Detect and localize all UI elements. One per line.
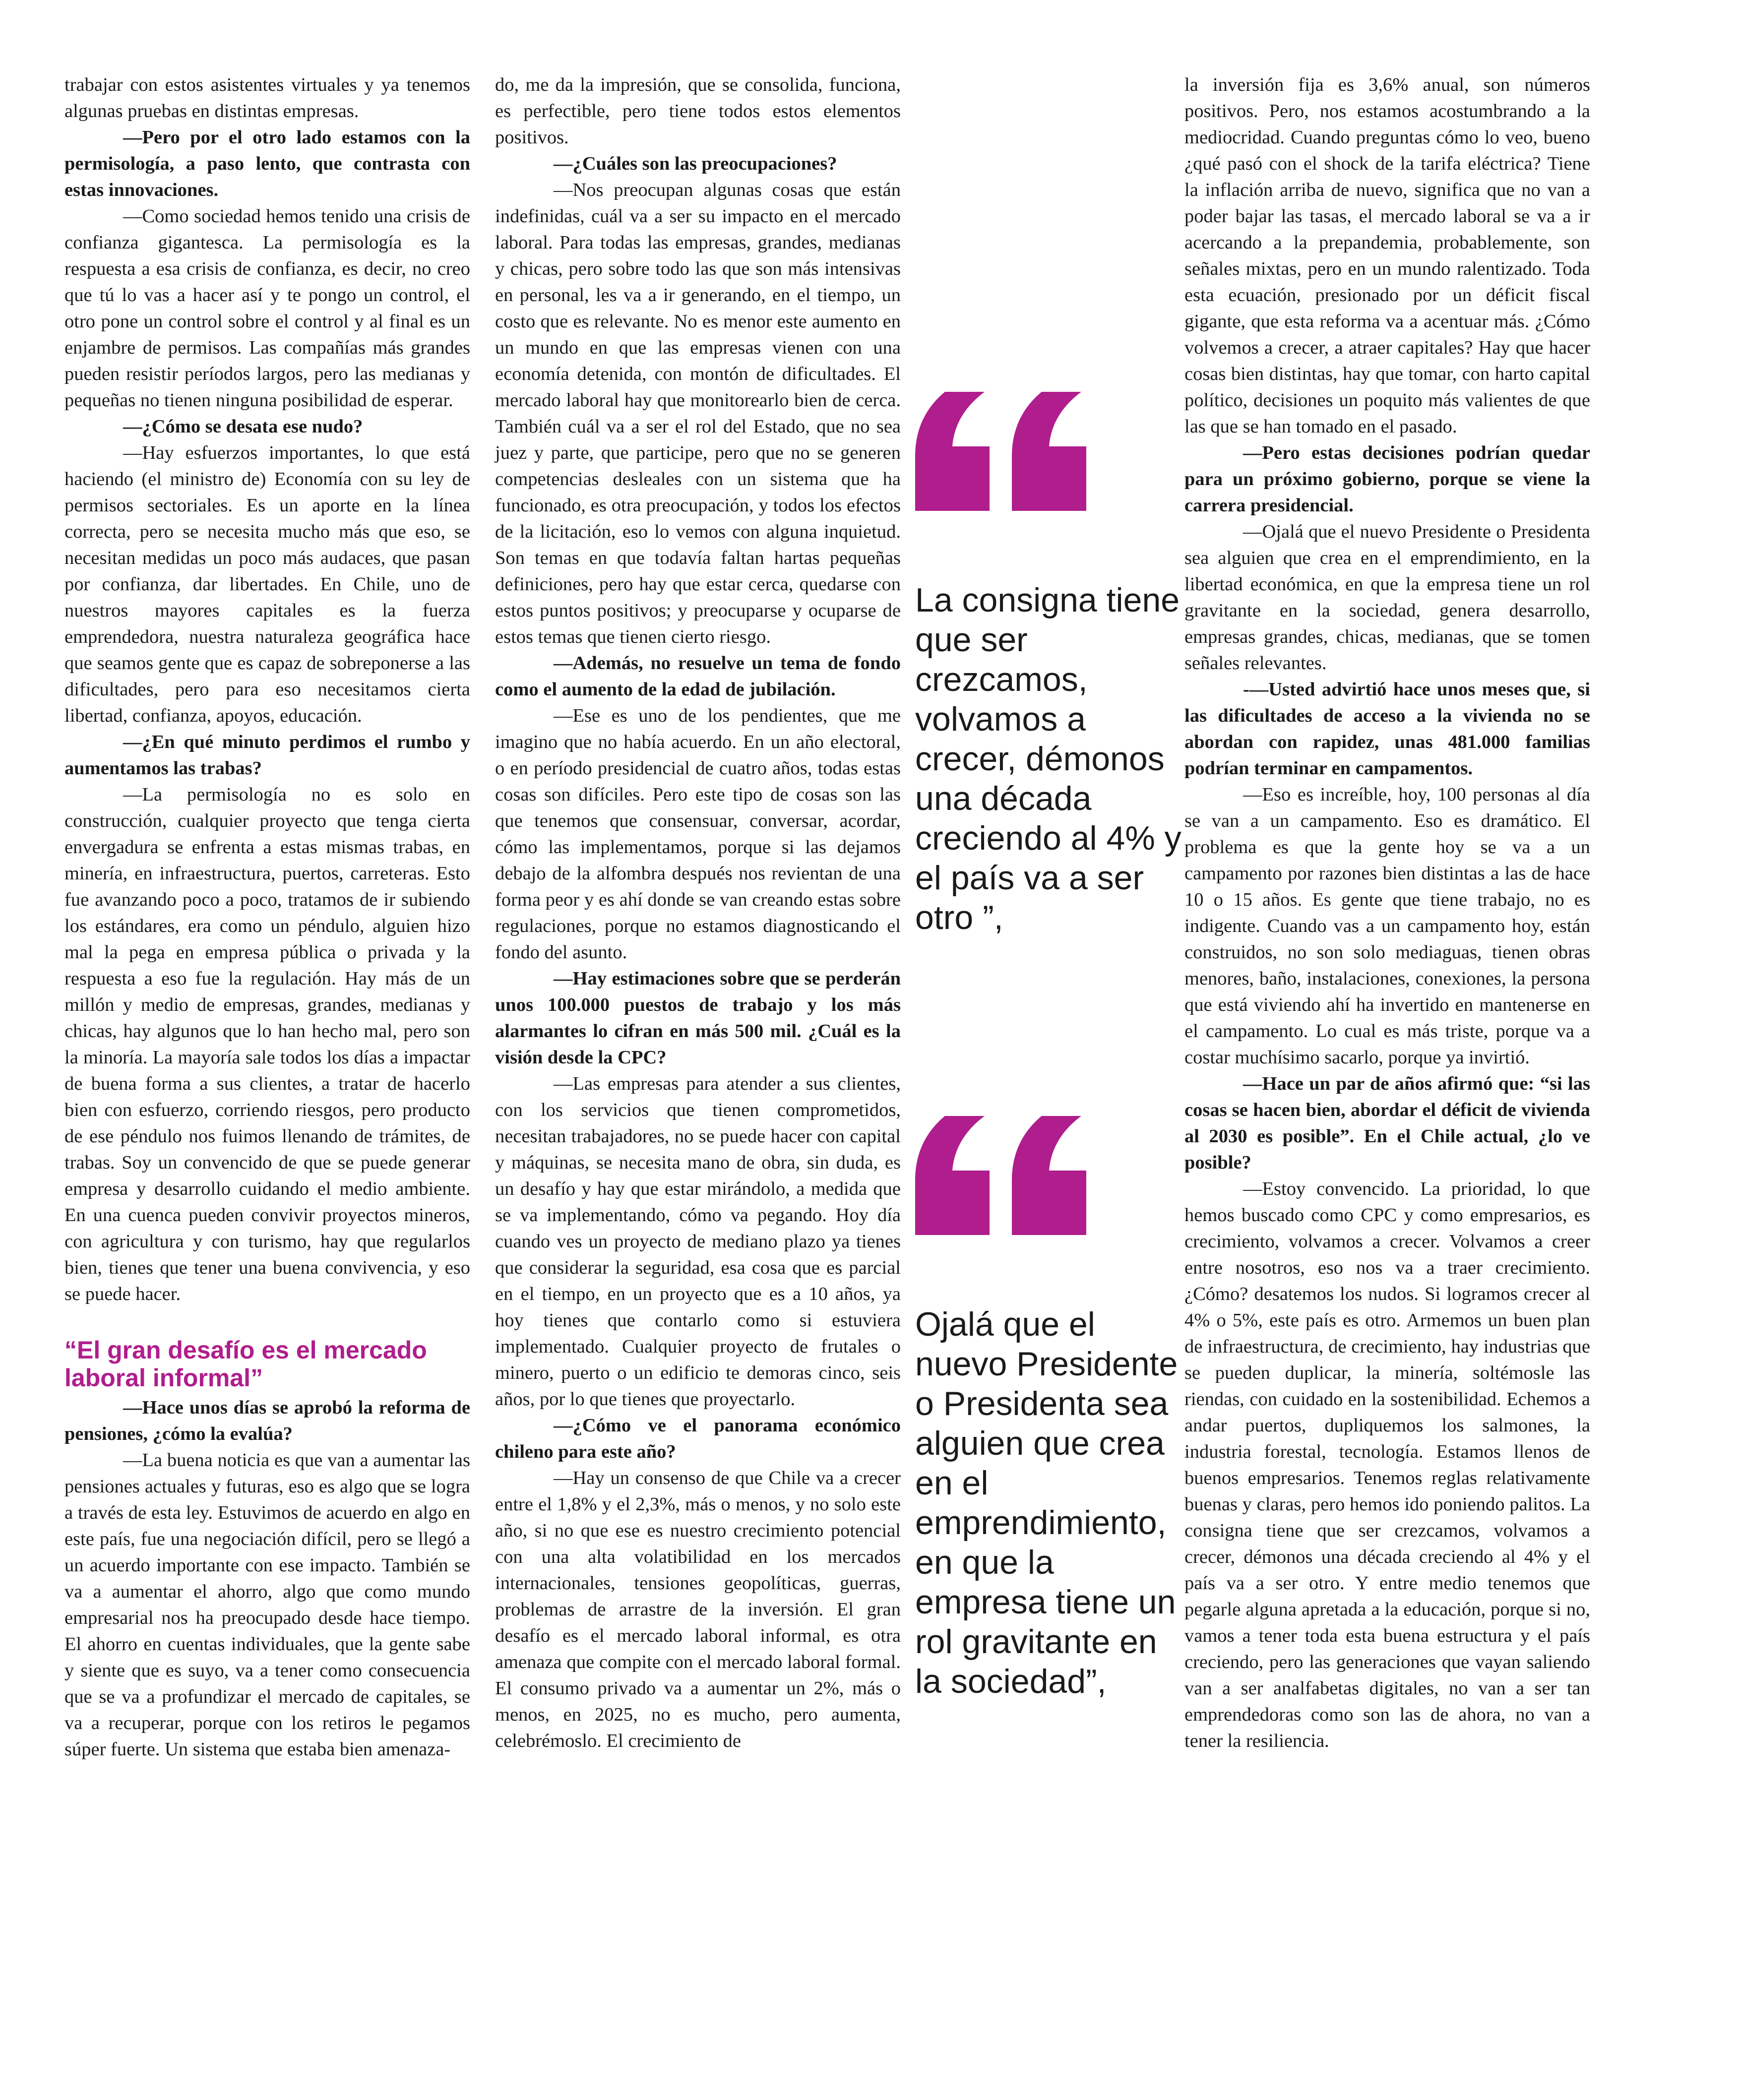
section-subheading: “El gran desafío es el mercado laboral informal” bbox=[64, 1336, 427, 1392]
pull-quote-text: La consigna tiene que ser crezcamos, volvamos a crecer, démonos una década creciendo al 4% y el país va a ser otro ”, bbox=[915, 581, 1181, 936]
paragraph: la inversión fija es 3,6% anual, son números positivos. Pero, nos estamos acostumbrando a la mediocridad. Cuando preguntas cómo lo veo, bueno ¿qué pasó con el shock de la tarifa eléctrica? Tiene la inflación arriba de nuevo, significa que no van a poder bajar las tasas, el mercado laboral se va a ir acercando a la prepandemia, probablemente, son señales mixtas, pero en un mundo ralentizado. Toda esta ecuación, presionado por un déficit fiscal gigante, que esta reforma va a acentuar más. ¿Cómo volvemos a crecer, a atraer capitales? Hay que hacer cosas bien distintas, hay que tomar, con harto capital político, decisiones un poquito más valientes de que las que se han tomado en el pasado. bbox=[1184, 74, 1590, 437]
answer: —Hay esfuerzos importantes, lo que está haciendo (el ministro de) Economía con su ley de permisos sectoriales. Es un aporte en la línea correcta, pero se necesita mucho más que eso, se necesitan medidas un poco más audaces, que pasan por confianza, dar libertades. En Chile, uno de nuestros mayores capitales es la fuerza emprendedora, nuestra naturaleza geográfica hace que seamos gente que es capaz de sobreponerse a las dificultades, pero para eso necesitamos cierta libertad, confianza, apoyos, educación. bbox=[64, 442, 470, 726]
answer: —Nos preocupan algunas cosas que están indefinidas, cuál va a ser su impacto en el mercado laboral. Para todas las empresas, grandes, medianas y chicas, pero sobre todo las que son más intensivas en personal, les va a ir generando, en el tiempo, un costo que es relevante. No es menor este aumento en un mundo en que las empresas vienen con una economía detenida, con montón de dificultades. El mercado laboral hay que monitorearlo bien de cerca. También cuál va a ser el rol del Estado, que no sea juez y parte, que participe, pero que no se generen competencias desleales con un sistema que ha funcionado, es otra preocupación, y todos los efectos de la licitación, eso lo vemos con alguna inquietud. Son temas en que todavía faltan hartas pequeñas definiciones, pero hay que estar cerca, quedarse con estos puntos positivos; y preocuparse y ocuparse de estos temas que tienen cierto riesgo. bbox=[495, 180, 901, 647]
quote-mark-icon bbox=[915, 1116, 1094, 1235]
pull-quote-2 bbox=[915, 1116, 1183, 1701]
answer: —Estoy convencido. La prioridad, lo que hemos buscado como CPC y como empresarios, es crecimiento, volvamos a crecer. Volvamos a creer entre nosotros, eso nos va a traer crecimiento. ¿Cómo? desatemos los nudos. Si logramos crecer al 4% o 5%, este país es otro. Armemos un buen plan de infraestructura, de crecimiento, hay industrias que se pueden duplicar, la minería, soltémosle las riendas, con cuidado en la sostenibilidad. Echemos a andar puertos, dupliquemos los salmones, la industria forestal, tecnología. Estamos llenos de buenos empresarios. Tenemos reglas relativamente buenas y claras, pero hemos ido poniendo palitos. La consigna tiene que ser crezcamos, volvamos a crecer, démonos una década creciendo al 4% y el país va a ser otro. Y entre medio tenemos que pegarle alguna apretada a la educación, porque si no, vamos a tener toda esta buena estructura y el país creciendo, pero las generaciones que vayan saliendo van a ser analfabetas digitales, no van a ser tan emprendedoras como son las de ahora, no van a tener la resiliencia. bbox=[1184, 1178, 1590, 1751]
quote-mark-icon bbox=[915, 392, 1094, 511]
answer: —La permisología no es solo en construcción, cualquier proyecto que tenga cierta envergadura se enfrenta a estas mismas trabas, en minería, en infraestructura, puertos, carreteras. Esto fue avanzando poco a poco, tratamos de ir subiendo los estándares, era como un péndulo, alguien hizo mal la pega en empresa pública o privada y la respuesta a eso fue la regulación. Hay más de un millón y medio de empresas, grandes, medianas y chicas, hay algunos que lo han hecho mal, pero son la minoría. La mayoría sale todos los días a impactar de buena forma a sus clientes, a tratar de hacerlo bien con esfuerzo, corriendo riesgos, pero producto de ese péndulo nos fuimos llenando de trámites, de trabas. Soy un convencido de que se puede generar empresa y desarrollo cuidando el medio ambiente. En una cuenca pueden convivir proyectos mineros, con agricultura y con turismo, hay que regularlos bien, tienes que tener una buena convivencia, y eso se puede hacer. bbox=[64, 784, 470, 1304]
question: —¿Cómo ve el panorama económico chileno para este año? bbox=[495, 1415, 901, 1462]
question: —Pero por el otro lado estamos con la permisología, a paso lento, que contrasta con estas innovaciones. bbox=[64, 127, 470, 200]
answer: —Eso es increíble, hoy, 100 personas al día se van a un campamento. Eso es dramático. El problema es que la gente hoy se va a un campamento por razones bien distintas a las de hace 10 o 15 años. Es gente que tiene trabajo, no es indigente. Cuando vas a un campamento hoy, están construidos, no son solo mediaguas, tienen obras menores, baño, instalaciones, conexiones, la persona que está viviendo ahí ha invertido en mantenerse en el campamento. Lo cual es más triste, porque va a costar muchísimo sacarlo, porque ya invirtió. bbox=[1184, 784, 1590, 1068]
paragraph: trabajar con estos asistentes virtuales y ya tenemos algunas pruebas en distintas empresas. bbox=[64, 74, 470, 122]
paragraph: do, me da la impresión, que se consolida, funciona, es perfectible, pero tiene todos estos elementos positivos. bbox=[495, 74, 901, 148]
question: —Hace un par de años afirmó que: “si las cosas se hacen bien, abordar el déficit de vivienda al 2030 es posible”. En el Chile actual, ¿lo ve posible? bbox=[1184, 1073, 1590, 1173]
answer: —La buena noticia es que van a aumentar las pensiones actuales y futuras, eso es algo que se logra a través de esta ley. Estuvimos de acuerdo en algo en este país, fue una negociación difícil, pero se llegó a un acuerdo importante con ese impacto. También se va a aumentar el ahorro, algo que como mundo empresarial nos ha preocupado desde hace tiempo. El ahorro en cuentas individuales, que la gente sabe y siente que es suyo, va a tener como consecuencia que se va a profundizar el mercado de capitales, se va a recuperar, porque con los retiros le pegamos súper fuerte. Un sistema que estaba bien amenaza- bbox=[64, 1450, 470, 1760]
question: -—Usted advirtió hace unos meses que, si las dificultades de acceso a la vivienda no se abordan con rapidez, unas 481.000 familias podrían terminar en campamentos. bbox=[1184, 679, 1590, 779]
answer: —Las empresas para atender a sus clientes, con los servicios que tienen comprometidos, necesitan trabajadores, no se puede hacer con capital y máquinas, se necesita mano de obra, sin duda, es un desafío y hay que estar mirándolo, a medida que se va implementando, cómo va pegando. Hoy día cuando ves un proyecto de mediano plazo ya tienes que considerar la seguridad, esa cosa que es parcial en el tiempo, en un proyecto que es a 10 años, ya hoy tienes que contarlo como si estuviera implementado. Cualquier proyecto de frutales o minero, puerto o un edificio te demoras cinco, seis años, por lo que tienes que proyectarlo. bbox=[495, 1073, 901, 1410]
column-4 bbox=[1184, 72, 1590, 1754]
question: —¿En qué minuto perdimos el rumbo y aumentamos las trabas? bbox=[64, 732, 470, 779]
column-2 bbox=[495, 72, 901, 1754]
question: —Hay estimaciones sobre que se perderán unos 100.000 puestos de trabajo y los más alarmantes lo cifran en más 500 mil. ¿Cuál es la visión desde la CPC? bbox=[495, 968, 901, 1068]
column-1 bbox=[64, 72, 470, 1763]
question: —¿Cómo se desata ese nudo? bbox=[123, 416, 363, 437]
pull-quote-text: Ojalá que el nuevo Presidente o Presidenta sea alguien que crea en el emprendimiento, en que la empresa tiene un rol gravitante en la sociedad”, bbox=[915, 1305, 1178, 1700]
question: —Pero estas decisiones podrían quedar para un próximo gobierno, porque se viene la carrera presidencial. bbox=[1184, 442, 1590, 516]
question: —Además, no resuelve un tema de fondo como el aumento de la edad de jubilación. bbox=[495, 653, 901, 700]
pull-quote-1 bbox=[915, 392, 1183, 937]
answer: —Hay un consenso de que Chile va a crecer entre el 1,8% y el 2,3%, más o menos, y no solo este año, si no que ese es nuestro crecimiento potencial con una alta volatibilidad en los mercados internacionales, tensiones geopolíticas, guerras, problemas de arrastre de la inversión. El gran desafío es el mercado laboral informal, es otra amenaza que compite con el mercado laboral formal. El consumo privado va a aumentar un 2%, más o menos, en 2025, no es mucho, pero aumenta, celebrémoslo. El crecimiento de bbox=[495, 1468, 901, 1751]
answer: —Ese es uno de los pendientes, que me imagino que no había acuerdo. En un año electoral, o en período presidencial de cuatro años, todas estas cosas son difíciles. Pero este tipo de cosas son las que tenemos que consensuar, conversar, acordar, cómo las implementamos, porque si las dejamos debajo de la alfombra después nos revientan de una forma peor y es ahí donde se van creando estas sobre regulaciones, porque no estamos diagnosticando el fondo del asunto. bbox=[495, 705, 901, 963]
answer: —Ojalá que el nuevo Presidente o Presidenta sea alguien que crea en el emprendimiento, en la libertad económica, en que la empresa tiene un rol gravitante en la sociedad, genera desarrollo, empresas grandes, chicas, medianas, que se tomen señales relevantes. bbox=[1184, 521, 1590, 674]
question: —Hace unos días se aprobó la reforma de pensiones, ¿cómo la evalúa? bbox=[64, 1397, 470, 1444]
question: —¿Cuáles son las preocupaciones? bbox=[554, 153, 837, 174]
answer: —Como sociedad hemos tenido una crisis de confianza gigantesca. La permisología es la respuesta a esa crisis de confianza, es decir, no creo que tú lo vas a hacer así y te pongo un control, el otro pone un control sobre el control y al final es un enjambre de permisos. Las compañías más grandes pueden resistir períodos largos, pero las medianas y pequeñas no tienen ninguna posibilidad de esperar. bbox=[64, 206, 470, 411]
